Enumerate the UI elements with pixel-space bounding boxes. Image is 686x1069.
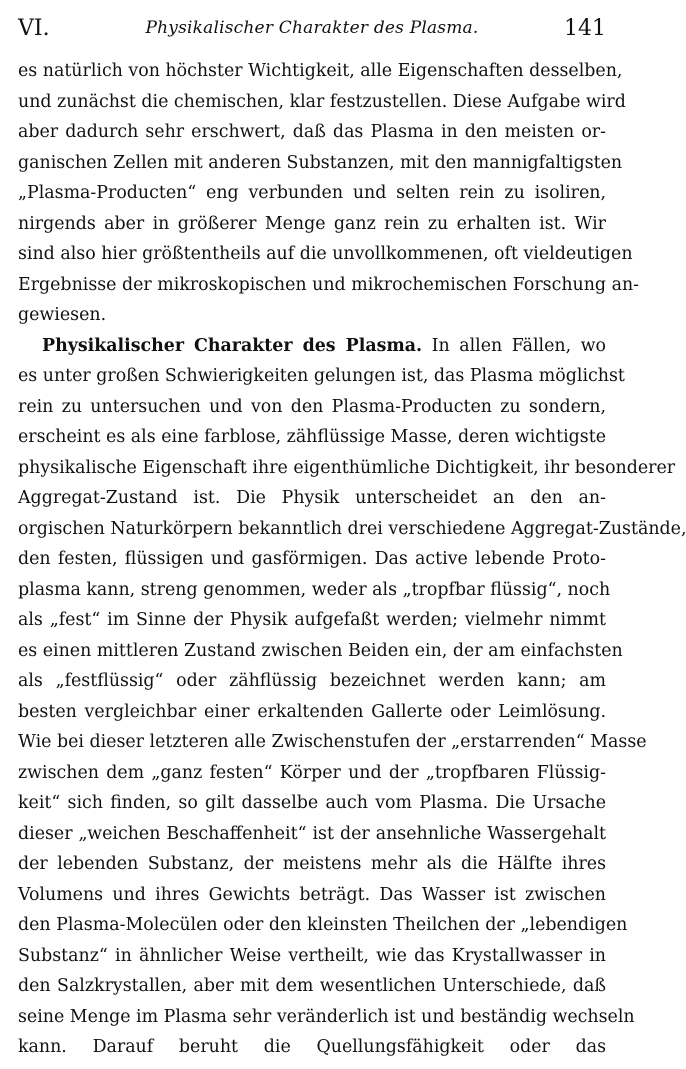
section-heading: Physikalischer Charakter des Plasma. (42, 335, 423, 356)
paragraph-start-line (18, 331, 606, 362)
text-line: sind also hier größtentheils auf die unvollkommenen, oft vieldeutigen (18, 244, 633, 264)
text-line: und zunächst die chemischen, klar festzustellen. Diese Aufgabe wird (18, 91, 626, 112)
text-line: Substanz“ in ähnlicher Weise vertheilt, wie das Krystallwasser in (18, 945, 606, 966)
text-line: als „fest“ im Sinne der Physik aufgefaßt werden; vielmehr nimmt (18, 610, 606, 630)
running-title: Physikalischer Charakter des Plasma. (145, 18, 479, 38)
text-line: es natürlich von höchster Wichtigkeit, alle Eigenschaften desselben, (18, 61, 623, 81)
text-line: den Plasma-Molecülen oder den kleinsten Theilchen der „lebendigen (18, 915, 628, 935)
text-line: den Salzkrystallen, aber mit dem wesentlichen Unterschiede, daß (18, 976, 606, 996)
text-line: rein zu untersuchen und von den Plasma-Producten zu sondern, (18, 396, 606, 417)
text-line: als „festflüssig“ oder zähflüssig bezeichnet werden kann; am (18, 671, 606, 691)
body-text (18, 56, 686, 1063)
chapter-number: VI. (18, 16, 50, 41)
text-line: der lebenden Substanz, der meistens mehr als die Hälfte ihres (18, 854, 606, 874)
text-line: aber dadurch sehr erschwert, daß das Plasma in den meisten or- (18, 122, 606, 142)
text-line: es unter großen Schwierigkeiten gelungen ist, das Plasma möglichst (18, 366, 625, 386)
running-header (18, 8, 606, 48)
text-line: seine Menge im Plasma sehr veränderlich ist und beständig wechseln (18, 1006, 635, 1027)
text-line: ganischen Zellen mit anderen Substanzen, mit den mannigfaltigsten (18, 152, 623, 173)
text-line: es einen mittleren Zustand zwischen Beiden ein, der am einfachsten (18, 640, 623, 661)
text-line: Wie bei dieser letzteren alle Zwischenstufen der „erstarrenden“ Masse (18, 732, 647, 752)
text-line: „Plasma-Producten“ eng verbunden und selten rein zu isoliren, (18, 183, 606, 203)
text-line: gewiesen. (18, 305, 107, 325)
page-number: 141 (564, 16, 606, 41)
text-line: plasma kann, streng genommen, weder als „tropfbar flüssig“, noch (18, 579, 611, 600)
text-line: Volumens und ihres Gewichts beträgt. Das Wasser ist zwischen (18, 884, 606, 905)
text-line: dieser „weichen Beschaffenheit“ ist der ansehnliche Wassergehalt (18, 823, 606, 844)
text-line: orgischen Naturkörpern bekanntlich drei verschiedene Aggregat-Zustände, (18, 518, 686, 539)
text-line: Aggregat-Zustand ist. Die Physik unterscheidet an den an- (18, 488, 606, 508)
text-line: nirgends aber in größerer Menge ganz rein zu erhalten ist. Wir (18, 213, 606, 234)
text-line: kann. Darauf beruht die Quellungsfähigkeit oder das (18, 1037, 606, 1057)
text-line: besten vergleichbar einer erkaltenden Gallerte oder Leimlösung. (18, 701, 606, 722)
text-line: Ergebnisse der mikroskopischen und mikrochemischen Forschung an- (18, 274, 640, 295)
text-line: den festen, flüssigen und gasförmigen. Das active lebende Proto- (18, 549, 606, 569)
text-line: zwischen dem „ganz festen“ Körper und der „tropfbaren Flüssig- (18, 762, 606, 783)
text-line: keit“ sich finden, so gilt dasselbe auch vom Plasma. Die Ursache (18, 793, 606, 813)
text-line-rest: In allen Fällen, wo (431, 335, 606, 356)
text-line: erscheint es als eine farblose, zähflüssige Masse, deren wichtigste (18, 427, 606, 447)
text-line: physikalische Eigenschaft ihre eigenthümliche Dichtigkeit, ihr besonderer (18, 457, 676, 478)
